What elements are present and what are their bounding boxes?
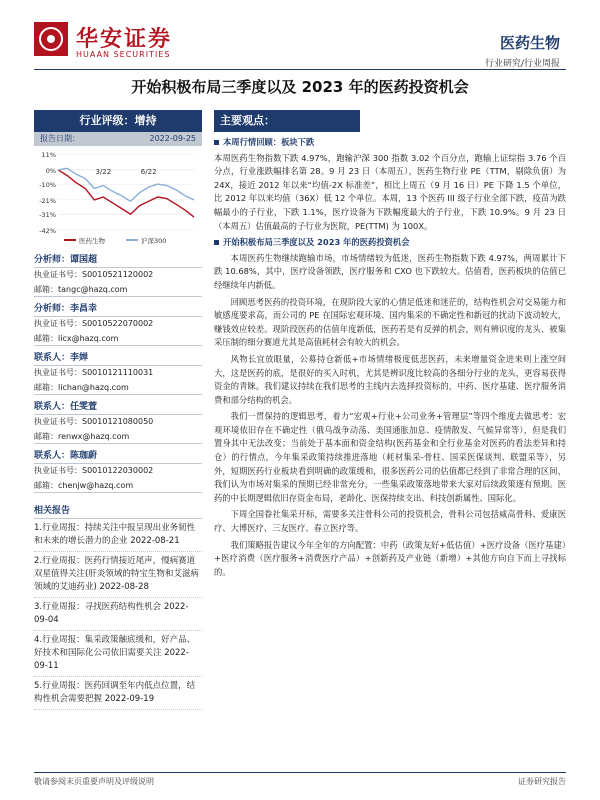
analyst-email-line bbox=[34, 430, 202, 444]
report-type: 行业研究/行业周报 bbox=[484, 59, 560, 69]
chart-ytick-label: -42% bbox=[39, 227, 56, 235]
analyst-cert-line bbox=[34, 415, 202, 428]
analyst-email[interactable]: chenjw@hazq.com bbox=[58, 481, 134, 490]
sidebar bbox=[34, 110, 202, 710]
section-heading-review-text: 本周行情回顾：板块下跌 bbox=[223, 137, 315, 147]
strategy-paragraph: 我们策略报告建议今年全年的方向配置：中药（政策友好+低估值）+医疗设备（医疗基建）+医疗消费（医疗服务+消费医疗产品）+创新药及产业链（新增）+其他方向自下而上寻找标的。 bbox=[214, 539, 566, 577]
footer-disclaimer: 敬请参阅末页重要声明及评级说明 bbox=[34, 777, 154, 786]
outlook-paragraph: 下周全国眷社集采开标，需要多关注骨科公司的投资机会，骨科公司包括威高骨科、爱康医疗、大博医疗、三友医疗、春立医疗等。 bbox=[214, 509, 566, 534]
chart-xtick-label: 6/22 bbox=[140, 168, 157, 177]
cert-number: S0010121110031 bbox=[82, 368, 154, 377]
chart-ytick-label: -21% bbox=[39, 196, 56, 205]
analyst-name: 任雯萱 bbox=[70, 402, 98, 412]
analyst-cert-line bbox=[34, 268, 202, 281]
outlook-paragraph: 回顾思考医药的投资环境，在现阶段大家的心情足低迷和迷茫的，结构性机会对交易能力和敏感度要求高，而公司的 PE 在国际宏观环境、国内集采的不确定性和新冠的扰动下波动较大，赚钱效应较差。现阶段医药的估值年度新低，医药若是有反弹的机会，则有辨识度的龙头、被集采压制的细分赛道尤其是高值耗材会有较大的机会。 bbox=[214, 296, 566, 348]
main-points-heading: 主要观点： bbox=[214, 110, 360, 132]
analyst-cert-line bbox=[34, 366, 202, 379]
email-label: 邮箱： bbox=[34, 481, 58, 490]
related-report-item[interactable]: 5.行业周报：医药回调至年内低点位置，结构性机会需要把握 2022-09-19 bbox=[34, 677, 202, 710]
analyst-role: 分析师： bbox=[34, 255, 71, 265]
chart-ytick-label: 0% bbox=[45, 166, 56, 175]
section-heading-outlook bbox=[214, 236, 566, 250]
section-heading-review bbox=[214, 136, 566, 150]
outlook-paragraph: 本周医药生物继续跑输市场，市场情绪较为低迷，医药生物指数下跌 4.97%，两周累计下跌 10.68%，其中，医疗设备领跌，医疗服务和 CXO 也下跌较大。估值看，医药板块的估值已经继续年内新低。 bbox=[214, 252, 566, 290]
cert-number: S0010122030002 bbox=[82, 466, 154, 475]
analyst-name: 谭国超 bbox=[70, 255, 98, 265]
related-reports-heading: 相关报告 bbox=[34, 503, 202, 519]
chart-series-line bbox=[58, 170, 194, 217]
email-label: 邮箱： bbox=[34, 383, 58, 392]
square-bullet-icon bbox=[214, 140, 219, 145]
related-reports-list bbox=[34, 519, 202, 710]
analyst-name-line bbox=[34, 446, 202, 464]
report-date-bar bbox=[34, 132, 202, 146]
report-date: 2022-09-25 bbox=[149, 134, 196, 143]
analyst-list bbox=[34, 250, 202, 493]
cert-number: S0010522070002 bbox=[82, 319, 154, 328]
chart-xtick-label: 3/22 bbox=[95, 168, 112, 177]
analyst-email[interactable]: licx@hazq.com bbox=[58, 334, 119, 343]
analyst-email-line bbox=[34, 332, 202, 346]
analyst-name: 陈珈蔚 bbox=[70, 451, 98, 461]
analyst-email[interactable]: renwx@hazq.com bbox=[58, 432, 130, 441]
analyst-email-line bbox=[34, 479, 202, 493]
analyst-email-line bbox=[34, 283, 202, 297]
brand-name-en: HUAAN SECURITIES bbox=[76, 50, 171, 59]
analyst-role: 联系人： bbox=[34, 353, 71, 363]
cert-label: 执业证书号： bbox=[34, 270, 82, 279]
analyst-name-line bbox=[34, 348, 202, 366]
square-bullet-icon bbox=[214, 240, 219, 245]
analyst-name-line bbox=[34, 250, 202, 268]
main-content bbox=[214, 110, 566, 582]
industry-rating: 行业评级：增持 bbox=[34, 110, 202, 132]
analyst-email-line bbox=[34, 381, 202, 395]
cert-label: 执业证书号： bbox=[34, 368, 82, 377]
brand-name: 华安证券 bbox=[76, 26, 173, 52]
section-heading-outlook-text: 开始积极布局三季度以及 2023 年的医药投资机会 bbox=[223, 237, 410, 248]
outlook-paragraph: 我们一贯保持的逻辑思考，着力“宏观+行业+公司业务+管理层”等四个维度去做思考：宏观环境依旧存在不确定性（俄乌战争动荡、美国通胀加息、疫情散发、气候异常等），但是我们置身其中无法改变；当前处于基本面和资金结构(医药基金和全行业基金对医药的看法差异和持仓）的行情点，今年集采政策持续推进落地（耗材集采-骨柱、国采医保谈判、联盟采等），另外，短期医药行业板块看到明确的政策缓和，很多医药公司的估值都已经到了非常合理的区间，我们认为市场对集采的预期已经非常充分，一些集采政策落地带来大家对后续政策逐有预期。医药的中长期逻辑依旧存资金布局，老龄化、医保持续支出、科技创新属性、国际化。 bbox=[214, 411, 566, 503]
analyst-role: 联系人： bbox=[34, 402, 71, 412]
cert-label: 执业证书号： bbox=[34, 466, 82, 475]
analyst-role: 分析师： bbox=[34, 304, 71, 314]
chart-ytick-label: -10% bbox=[39, 181, 56, 190]
chart-legend-label: 沪深300 bbox=[141, 237, 167, 245]
analyst-name: 李昌幸 bbox=[70, 304, 98, 314]
company-logo bbox=[34, 22, 68, 56]
analyst-cert-line bbox=[34, 464, 202, 477]
cert-number: S0010121080050 bbox=[82, 417, 154, 426]
review-paragraph: 本周医药生物指数下跌 4.97%，跑输沪深 300 指数 3.02 个百分点，跑输上证综指 3.76 个百分点，行业涨跌幅排名第 28。9 月 23 日（本周五），医药生物行业 PE（TTM，剔除负值）为 24X，接近 2012 年以来“均值-2X 标准差”，相比上周五（9 月 16 日）PE 下降 1.5 个单位，比 2012 年以来均值（36X）低 12 个单位。本周，13 个医药 III 级子行业全部下跌，疫苗为跌幅最小的子行业，下跌 1.1%，医疗设备为下跌幅度最大的子行业，下跌 10.9%。9 月 23 日（本周五）估值最高的子行业为医院，PE(TTM) 为 100X。 bbox=[214, 152, 566, 231]
chart-ytick-label: -31% bbox=[39, 211, 56, 220]
related-report-item[interactable]: 3.行业周报：寻找医药结构性机会 2022-09-04 bbox=[34, 598, 202, 631]
page-title: 开始积极布局三季度以及 2023 年的医药投资机会 bbox=[131, 78, 469, 96]
analyst-role: 联系人： bbox=[34, 451, 71, 461]
cert-number: S0010521120002 bbox=[82, 270, 154, 279]
analyst-name-line bbox=[34, 397, 202, 415]
performance-chart-svg bbox=[34, 150, 202, 248]
analyst-email[interactable]: tangc@hazq.com bbox=[58, 285, 128, 294]
analyst-name: 李婵 bbox=[70, 353, 89, 363]
analyst-name-line bbox=[34, 299, 202, 317]
related-report-item[interactable]: 2.行业周报：医药行情接近尾声，慢病赛道双星值得关注(肝炎领域的特宝生物和艾滋病领域的艾迪药业) 2022-08-28 bbox=[34, 552, 202, 598]
chart-ytick-label: 11% bbox=[41, 151, 56, 159]
outlook-paragraphs bbox=[214, 252, 566, 536]
related-report-item[interactable]: 1.行业周报：持续关注中报呈现出业务韧性和未来的增长潜力的企业 2022-08-21 bbox=[34, 519, 202, 552]
report-date-label: 报告日期： bbox=[40, 134, 80, 143]
cert-label: 执业证书号： bbox=[34, 417, 82, 426]
footer-report-type: 证券研究报告 bbox=[518, 777, 566, 786]
performance-chart bbox=[34, 150, 202, 248]
sector-name: 医药生物 bbox=[499, 34, 560, 52]
header-divider bbox=[34, 69, 566, 70]
analyst-email[interactable]: lichan@hazq.com bbox=[58, 383, 129, 392]
analyst-cert-line bbox=[34, 317, 202, 330]
outlook-paragraph: 风物长宜放眼量，公募持仓新低+市场情绪极度低悲医药，未来增量资金进来则上涨空间大，这是医药的底，是很好的买入时机，尤其是辨识度比较高的各细分行业的龙头，更容易获得资金的青睐。我们建议持续在我们思考的主线内去选择投资标的，中药、医疗基建、医疗服务消费和部分结构的机会。 bbox=[214, 353, 566, 405]
email-label: 邮箱： bbox=[34, 334, 58, 343]
chart-legend-label: 医药生物 bbox=[79, 237, 105, 245]
cert-label: 执业证书号： bbox=[34, 319, 82, 328]
related-report-item[interactable]: 4.行业周报：集采政策触底缓和，好产品、好技术和国际化公司依旧需要关注 2022-09-11 bbox=[34, 631, 202, 677]
footer-divider bbox=[34, 772, 566, 773]
email-label: 邮箱： bbox=[34, 285, 58, 294]
email-label: 邮箱： bbox=[34, 432, 58, 441]
